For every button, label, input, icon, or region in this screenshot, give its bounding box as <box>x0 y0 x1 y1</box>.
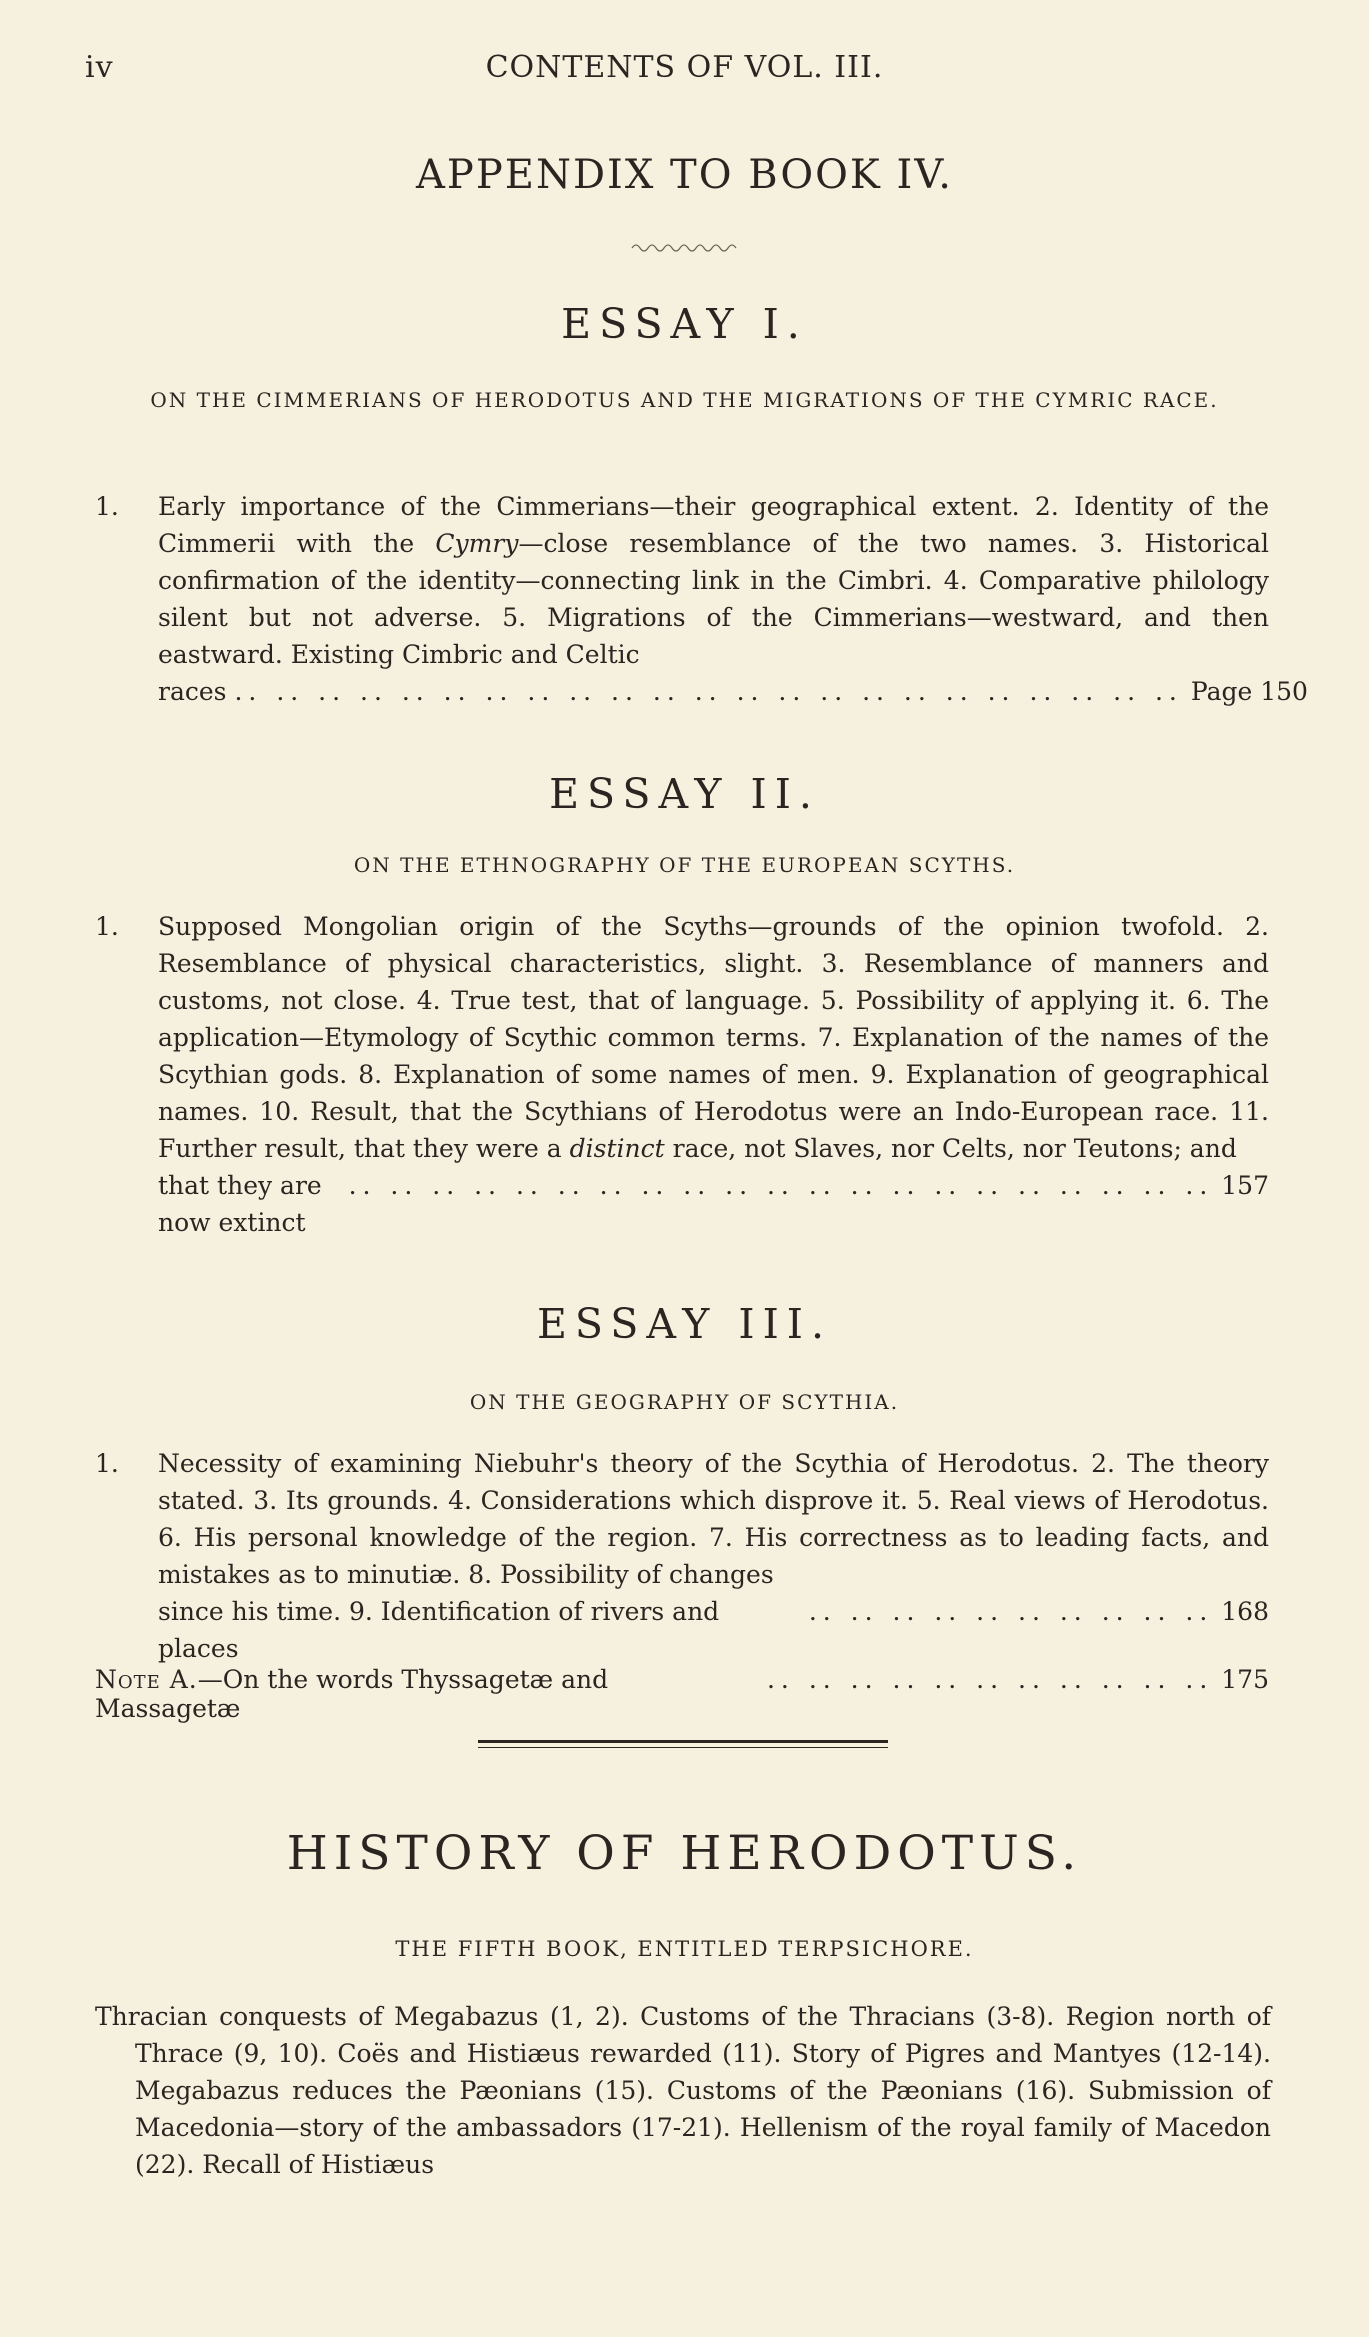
essay-3-page-ref: 168 <box>1221 1597 1269 1626</box>
essay-1-text-b: —close resemblance of the two names. 3. Historical confirmation of the identity—connecting link in the Cimbri. 4. Comparative philology silent but not adverse. 5. Migrations of the Cimmerians—westward, and then eastward. Existing Cimbric and Celtic <box>158 529 1269 669</box>
essay-2-number: 1. <box>95 912 119 941</box>
essay-2-leader: .. .. .. .. .. .. .. .. .. .. .. .. .. .. .. .. .. .. .. .. .. <box>348 1171 1214 1200</box>
essay-3-last-line: since his time. 9. Identification of rivers and places <box>158 1597 720 1663</box>
running-title: CONTENTS OF VOL. III. <box>485 50 884 85</box>
essay-3-leader: .. .. .. .. .. .. .. .. .. .. <box>808 1597 1214 1626</box>
essay-3-text-a: Necessity of examining Niebuhr's theory of the Scythia of Herodotus. 2. The theory stated. 3. Its grounds. 4. Considerations which disprove it. 5. Real views of Herodotus. 6. His personal knowledge of the region. 7. His correctness as to leading facts, and mistakes as to minutiæ. 8. Possibility of changes <box>158 1449 1269 1589</box>
essay-1-number: 1. <box>95 492 119 521</box>
rule-thin <box>478 1747 888 1748</box>
essay-3-title: ESSAY III. <box>536 1300 833 1348</box>
note-a-label: Note A. <box>95 1665 198 1694</box>
essay-1-title: ESSAY I. <box>561 300 808 348</box>
essay-2-text-b: race, not Slaves, nor Celts, nor Teutons; and <box>664 1134 1237 1163</box>
essay-1-page-ref: Page 150 <box>1190 677 1308 706</box>
essay-1-text-em: Cymry <box>435 529 519 558</box>
note-a-leader: .. .. .. .. .. .. .. .. .. .. .. <box>766 1665 1214 1694</box>
book-summary <box>95 1998 1271 2183</box>
rule-thick <box>478 1740 888 1743</box>
appendix-title: APPENDIX TO BOOK IV. <box>416 152 953 198</box>
essay-2-page-ref: 157 <box>1221 1171 1269 1200</box>
essay-3-number: 1. <box>95 1449 119 1478</box>
book-subtitle: THE FIFTH BOOK, ENTITLED TERPSICHORE. <box>395 1937 974 1961</box>
history-title: HISTORY OF HERODOTUS. <box>286 1826 1083 1881</box>
note-a-page-ref: 175 <box>1221 1665 1269 1694</box>
essay-3-subtitle: ON THE GEOGRAPHY OF SCYTHIA. <box>469 1390 900 1414</box>
page-number: iv <box>85 50 114 85</box>
double-rule <box>478 1740 888 1756</box>
essay-1-summary <box>95 488 1308 710</box>
essay-1-last-line: races <box>158 677 227 706</box>
note-a-text: —On the words Thyssagetæ and Massagetæ <box>95 1665 609 1723</box>
running-head <box>85 50 1284 100</box>
essay-2-text-em: distinct <box>569 1134 665 1163</box>
essay-2-summary <box>95 908 1269 1241</box>
essay-2-title: ESSAY II. <box>549 770 820 818</box>
essay-2-last-line: that they are now extinct <box>158 1171 322 1237</box>
essay-1-subtitle: ON THE CIMMERIANS OF HERODOTUS AND THE MIGRATIONS OF THE CYMRIC RACE. <box>150 388 1219 412</box>
essay-2-text-a: Supposed Mongolian origin of the Scyths—grounds of the opinion twofold. 2. Resemblance of physical characteristics, slight. 3. Resemblance of manners and customs, not close. 4. True test, that of language. 5. Possibility of applying it. 6. The application—Etymology of Scythic common terms. 7. Explanation of the names of the Scythian gods. 8. Explanation of some names of men. 9. Explanation of geographical names. 10. Result, that the Scythians of Herodotus were an Indo-European race. 11. Further result, that they were a <box>158 912 1269 1163</box>
essay-3-page-line <box>158 1593 1269 1667</box>
wave-ornament <box>630 238 740 258</box>
essay-1-page-line <box>158 673 1308 710</box>
essay-2-page-line <box>158 1167 1269 1241</box>
essay-3-summary <box>95 1445 1269 1667</box>
book-summary-text: Thracian conquests of Megabazus (1, 2). Customs of the Thracians (3-8). Region north of Thrace (9, 10). Coës and Histiæus rewarded (11). Story of Pigres and Mantyes (12-14). Megabazus reduces the Pæonians (15). Customs of the Pæonians (16). Submission of Macedonia—story of the ambassadors (17-21). Hellenism of the royal family of Macedon (22). Recall of Histiæus <box>95 2002 1271 2179</box>
note-a-line <box>95 1665 1269 1723</box>
essay-2-subtitle: ON THE ETHNOGRAPHY OF THE EUROPEAN SCYTHS. <box>353 853 1016 877</box>
essay-1-text-a: Early importance of the Cimmerians—their geographical extent. 2. Identity of the Cimmerii with the <box>158 492 1269 558</box>
essay-1-leader: .. .. .. .. .. .. .. .. .. .. .. .. .. .. .. .. .. .. .. .. .. .. .. <box>234 677 1183 706</box>
